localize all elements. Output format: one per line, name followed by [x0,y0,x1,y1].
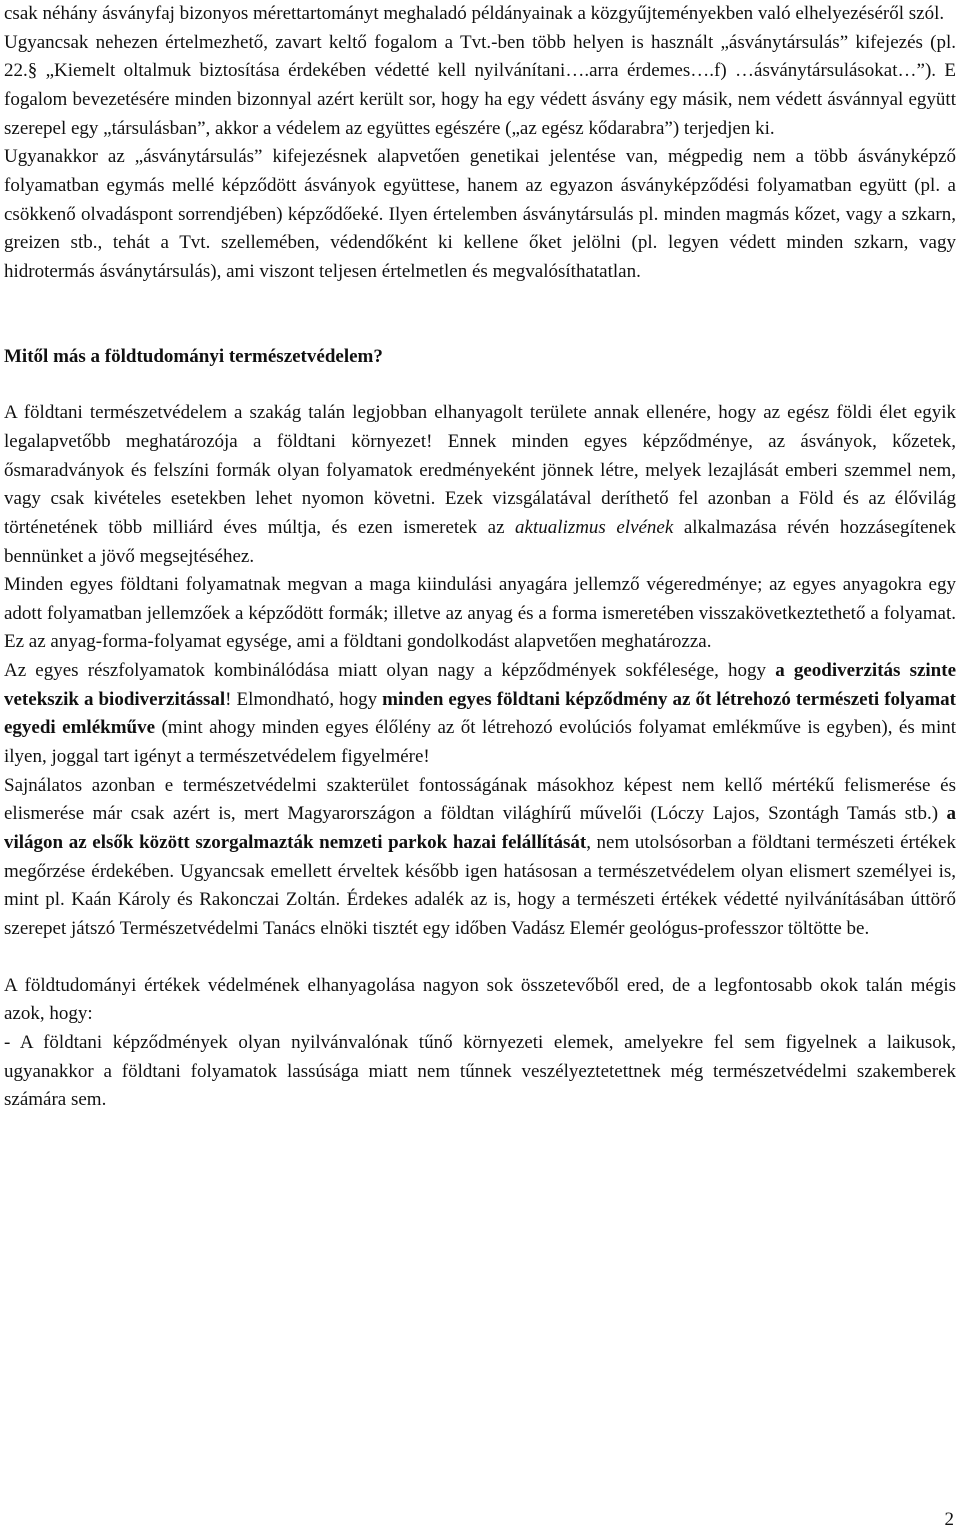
spacer [4,287,956,343]
bold-text-run: a geodiverzitás szinte vetekszik a biodiverzitással [4,660,957,710]
paragraph-continuation: csak néhány ásványfaj bizonyos mérettartományt meghaladó példányainak a közgyűjteményekben való elhelyezéséről szól. [4,3,945,24]
bold-text-run: a világon az elsők között szorgalmazták nemzeti parkok hazai felállítását [4,803,956,854]
paragraph-genetic-meaning: Ugyanakkor az „ásványtársulás” kifejezésnek alapvetően genetikai jelentése van, mégpedig nem a több ásványképző folyamatban egymás mellé képződött ásványok együttese, hanem az egyazon ásványképződési folyamatban együtt (pl. a csökkenő olvadáspont sorrendjében) képződőeké. Ilyen értelemben ásványtársulás pl. minden magmás kőzet, vagy a szkarn, greizen stb., tehát a Tvt. szellemében, védendőként ki kellene őket jelölni (pl. legyen védett minden szkarn, vagy hidrotermás ásványtársulás), ami viszont teljesen értelmetlen és megvalósíthatatlan. [4,146,956,282]
section-heading: Mitől más a földtudományi természetvédelem? [4,345,383,367]
paragraph-geological-protection [4,399,956,571]
text-run: ! Elmondható, hogy [225,688,383,710]
paragraph-national-parks [4,772,956,944]
text-run: Sajnálatos azonban e természetvédelmi szakterület fontosságának másokhoz képest nem kellő mértékű felismerése és elismerése már csak azért is, mert Magyarországon a földtan világhírű művelői (Lóczy Lajos, Szontágh Tamás stb.) [4,774,956,825]
paragraph-geodiversity [4,657,956,772]
bold-text-run: minden egyes földtani képződmény az őt létrehozó természeti folyamat egyedi emlékműve [4,688,956,739]
document-page [4,0,956,1115]
page-number: 2 [944,1509,954,1530]
paragraph-material-form-process: Minden egyes földtani folyamatnak megvan a maga kiindulási anyagára jellemző végeredménye; az egyes anyagokra egy adott folyamatban jellemzőek a képződött formák; illetve az anyag és a forma ismeretében visszakövetkeztethető a folyamat. Ez az anyag-forma-folyamat egysége, ami a földtani gondolkodást alapvetően meghatározza. [4,574,956,653]
text-run: (mint ahogy minden egyes élőlény az őt létrehozó evolúciós folyamat emlékműve is egyben), és mint ilyen, joggal tart igényt a természetvédelem figyelmére! [4,717,957,768]
paragraph-neglect-reasons: A földtudományi értékek védelmének elhanyagolása nagyon sok összetevőből ered, de a legfontosabb okok talán mégis azok, hogy: [4,974,956,1025]
text-run: alkalmazása révén hozzásegítenek bennünket a jövő megsejtéséhez. [4,516,956,567]
spacer [4,944,956,972]
text-run: A földtani természetvédelem a szakág talán legjobban elhanyagolt területe annak ellenére, hogy az egész földi élet egyik legalapvetőbb meghatározója a földtani környezet! Ennek minden egyes képződménye, az ásványok, kőzetek, ősmaradványok és felszíni formák olyan folyamatok eredményeként jönnek létre, melyek lezajlását emberi szemmel nem, vagy csak kivételes esetekben lehet nyomon követni. Ezek vizsgálatával deríthető fel azonban a Föld és az élővilág történetének több milliárd éves múltja, és ezen ismeretek az [4,402,956,538]
paragraph-asvanytarsulas-definition: Ugyancsak nehezen értelmezhető, zavart keltő fogalom a Tvt.-ben több helyen is használt „ásványtársulás” kifejezés (pl. 22.§ „Kiemelt oltalmuk biztosítása érdekében védetté kell nyilvánítani….arra érdemes….f) …ásványtársulásokat…”). E fogalom bevezetésére minden bizonnyal azért került sor, hogy ha egy védett ásvány egy másik, nem védett ásvánnyal együtt szerepel egy „társulásban”, akkor a védelem az együttes egészére („az egész kődarabra”) terjedjen ki. [4,31,956,139]
italic-text-run: aktualizmus elvének [515,516,674,538]
spacer [4,371,956,399]
paragraph-reason-item: - A földtani képződmények olyan nyilvánvalónak tűnő környezeti elemek, amelyekre fel sem figyelnek a laikusok, ugyanakkor a földtani folyamatok lassúsága miatt nem tűnnek veszélyeztetettnek még természetvédelmi szakemberek számára sem. [4,1032,956,1111]
text-run: , nem utolsósorban a földtani természeti értékek megőrzése érdekében. Ugyancsak emellett érveltek később igen hatásosan a természetvédelem olyan elismert személyei is, mint pl. Kaán Károly és Rakonczai Zoltán. Érdekes adalék az is, hogy a természeti értékek védetté nyilvánításában úttörő szerepet játszó Természetvédelmi Tanács elnöki tisztét egy időben Vadász Elemér geológus-professzor töltötte be. [4,832,956,940]
text-run: Az egyes részfolyamatok kombinálódása miatt olyan nagy a képződmények sokfélesége, hogy [4,660,776,682]
